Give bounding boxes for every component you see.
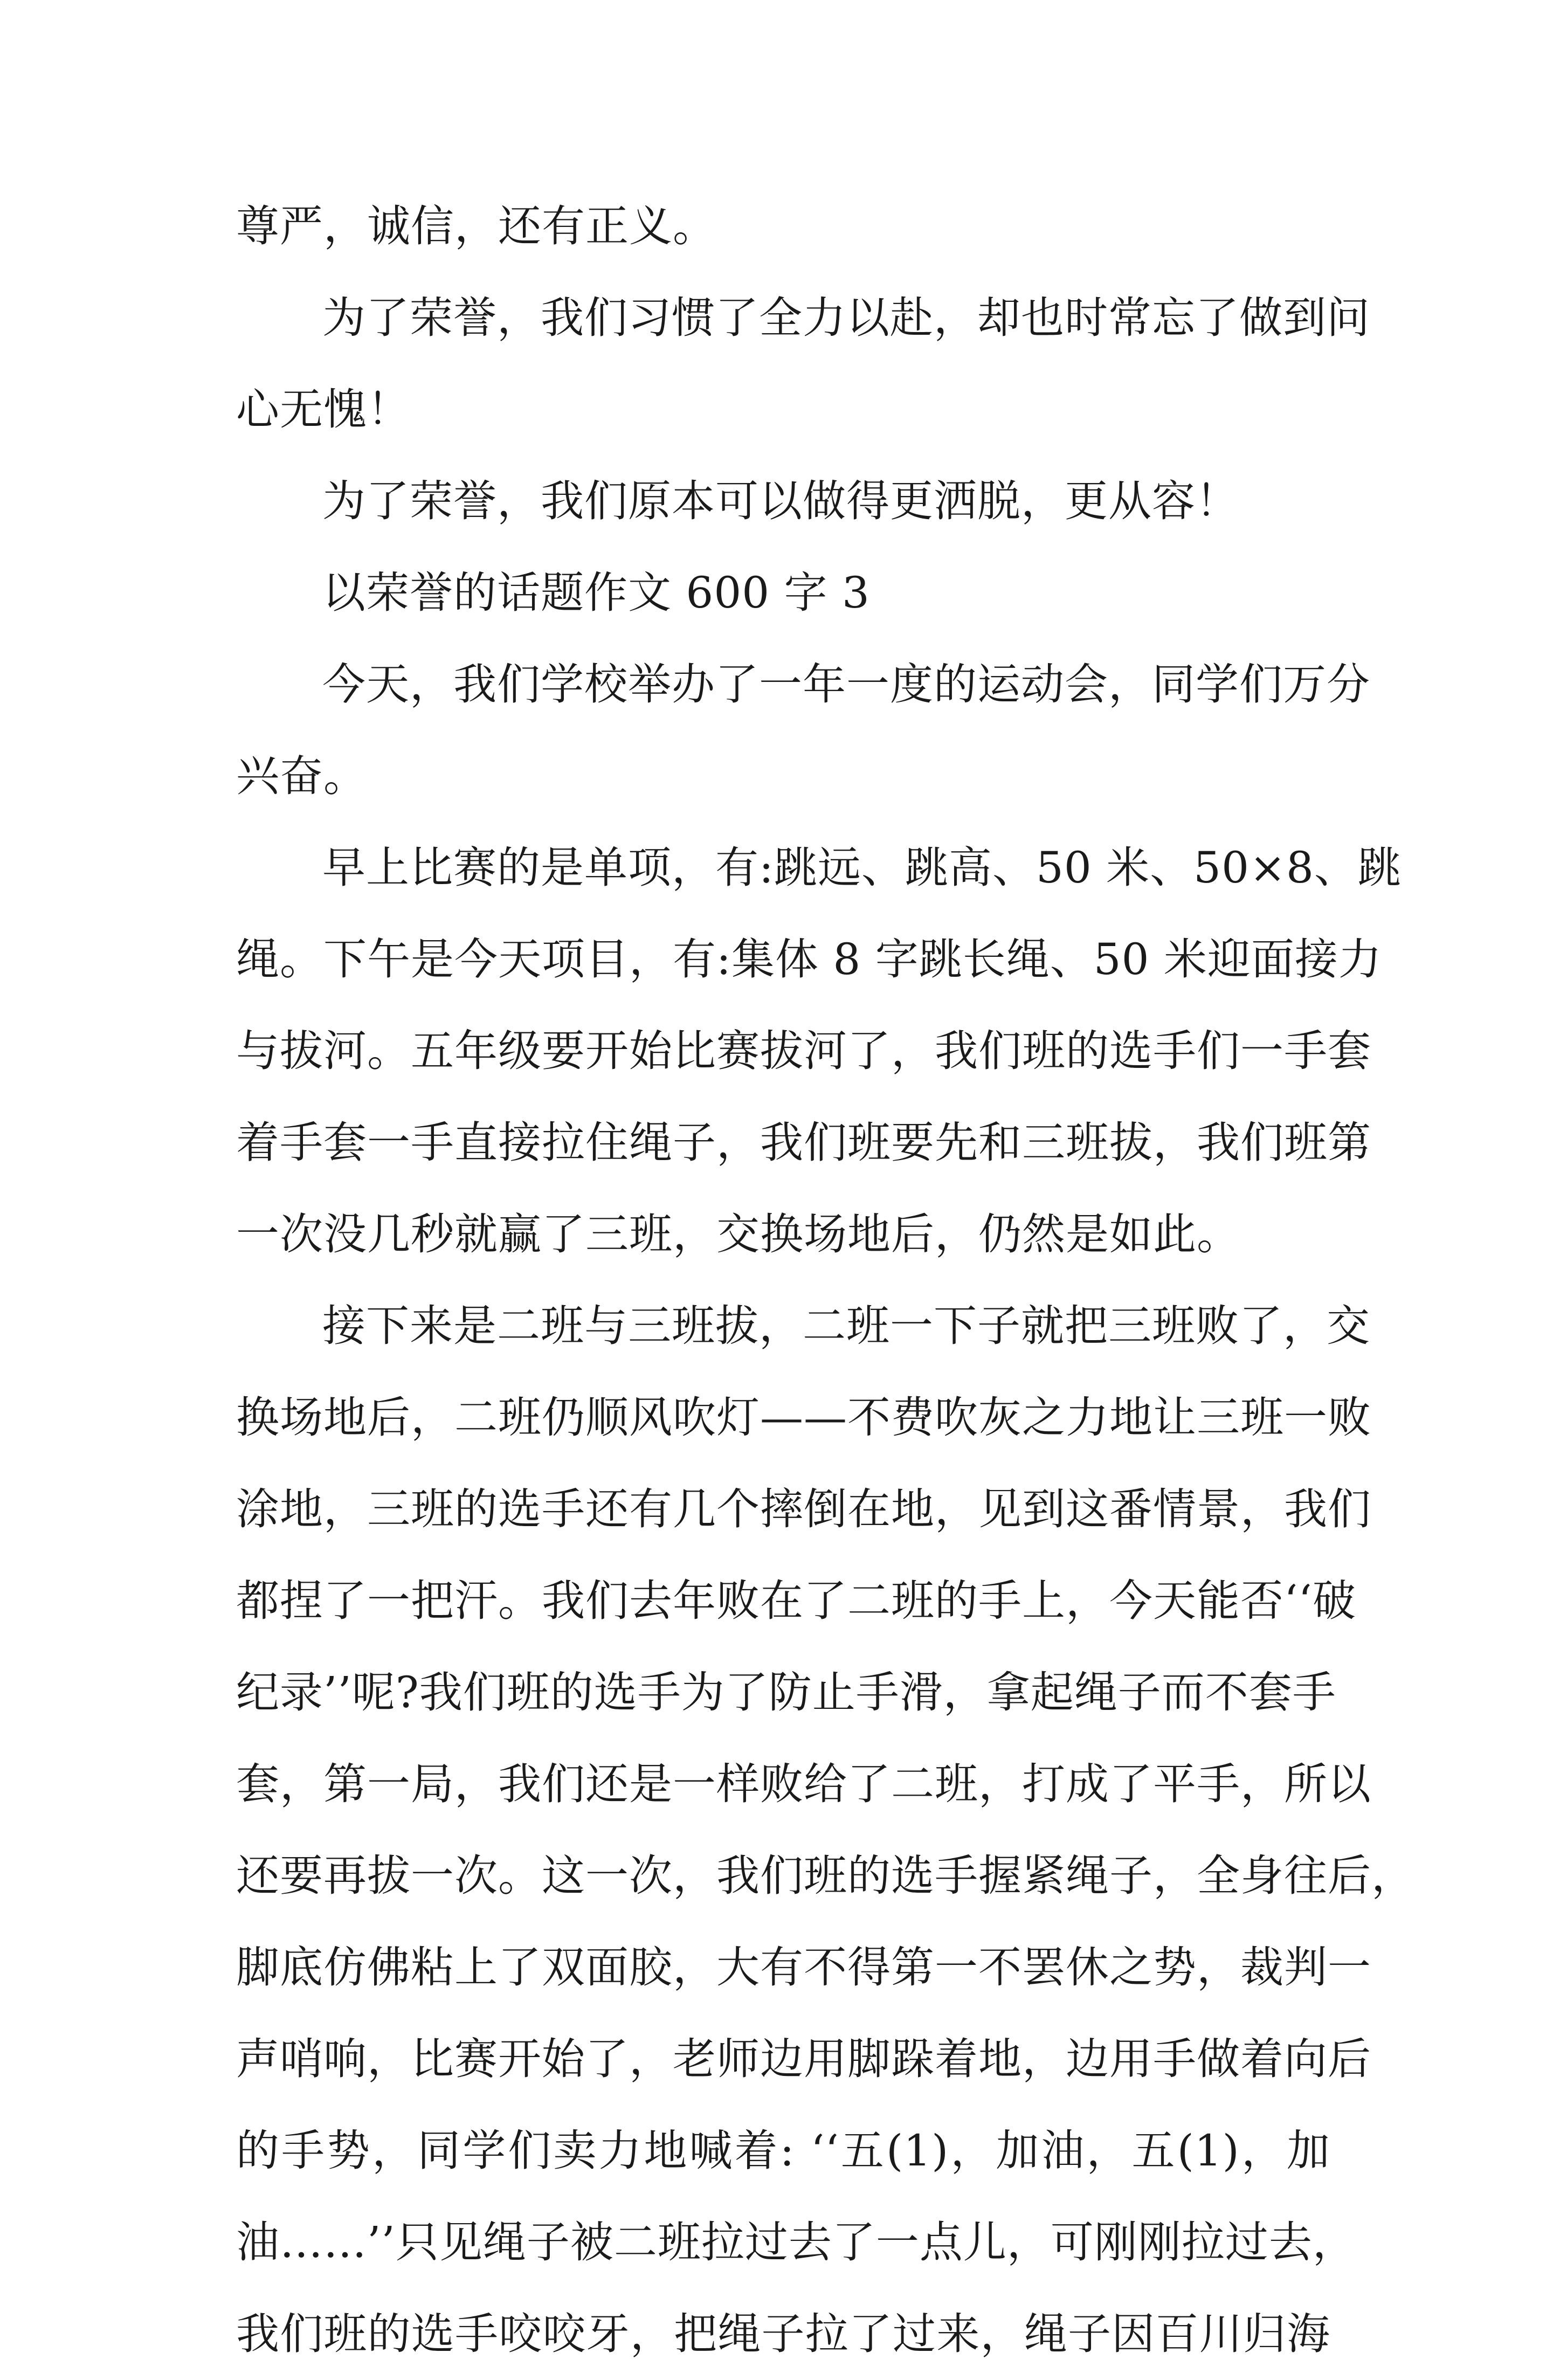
paragraph-line: 的手势，同学们卖力地喊着: ‘‘五(1)，加油，五(1)，加: [236, 2126, 1330, 2176]
document-body: [236, 181, 1415, 2380]
paragraph-line: 着手套一手直接拉住绳子，我们班要先和三班拔，我们班第: [236, 1117, 1371, 1168]
paragraph-line: 心无愧！: [236, 384, 411, 434]
paragraph-line: 套，第一局，我们还是一样败给了二班，打成了平手，所以: [236, 1759, 1371, 1809]
paragraph-line: 兴奋。: [236, 751, 367, 801]
paragraph-line: 为了荣誉，我们习惯了全力以赴，却也时常忘了做到问: [322, 293, 1370, 343]
paragraph-line: 声哨响，比赛开始了，老师边用脚跺着地，边用手做着向后: [236, 2034, 1371, 2084]
paragraph-line: 还要再拔一次。这一次，我们班的选手握紧绳子，全身往后，: [236, 1851, 1415, 1901]
paragraph-line: 油……’’只见绳子被二班拉过去了一点儿，可刚刚拉过去，: [236, 2217, 1356, 2267]
paragraph-line: 纪录’’呢?我们班的选手为了防止手滑，拿起绳子而不套手: [236, 1667, 1336, 1717]
paragraph-line: 早上比赛的是单项，有:跳远、跳高、50 米、50×8、跳: [322, 843, 1402, 893]
paragraph-line: 换场地后，二班仍顺风吹灯——不费吹灰之力地让三班一败: [236, 1392, 1371, 1443]
paragraph-line: 尊严，诚信，还有正义。: [236, 201, 716, 251]
paragraph-line: 与拔河。五年级要开始比赛拔河了，我们班的选手们一手套: [236, 1026, 1371, 1076]
paragraph-line: 一次没几秒就赢了三班，交换场地后，仍然是如此。: [236, 1209, 1240, 1259]
paragraph-line: 我们班的选手咬咬牙，把绳子拉了过来，绳子因百川归海: [236, 2309, 1330, 2359]
paragraph-line: 为了荣誉，我们原本可以做得更洒脱，更从容！: [322, 476, 1239, 526]
paragraph-line: 脚底仿佛粘上了双面胶，大有不得第一不罢休之势，裁判一: [236, 1942, 1371, 1992]
section-heading: 以荣誉的话题作文 600 字 3: [322, 568, 870, 618]
paragraph-line: 都捏了一把汗。我们去年败在了二班的手上，今天能否‘‘破: [236, 1576, 1356, 1626]
paragraph-line: 接下来是二班与三班拔，二班一下子就把三班败了，交: [322, 1301, 1370, 1351]
paragraph-line: 绳。下午是今天项目，有:集体 8 字跳长绳、50 米迎面接力: [236, 934, 1382, 984]
paragraph-line: 涂地，三班的选手还有几个摔倒在地，见到这番情景，我们: [236, 1484, 1371, 1534]
paragraph-line: 今天，我们学校举办了一年一度的运动会，同学们万分: [322, 659, 1370, 709]
